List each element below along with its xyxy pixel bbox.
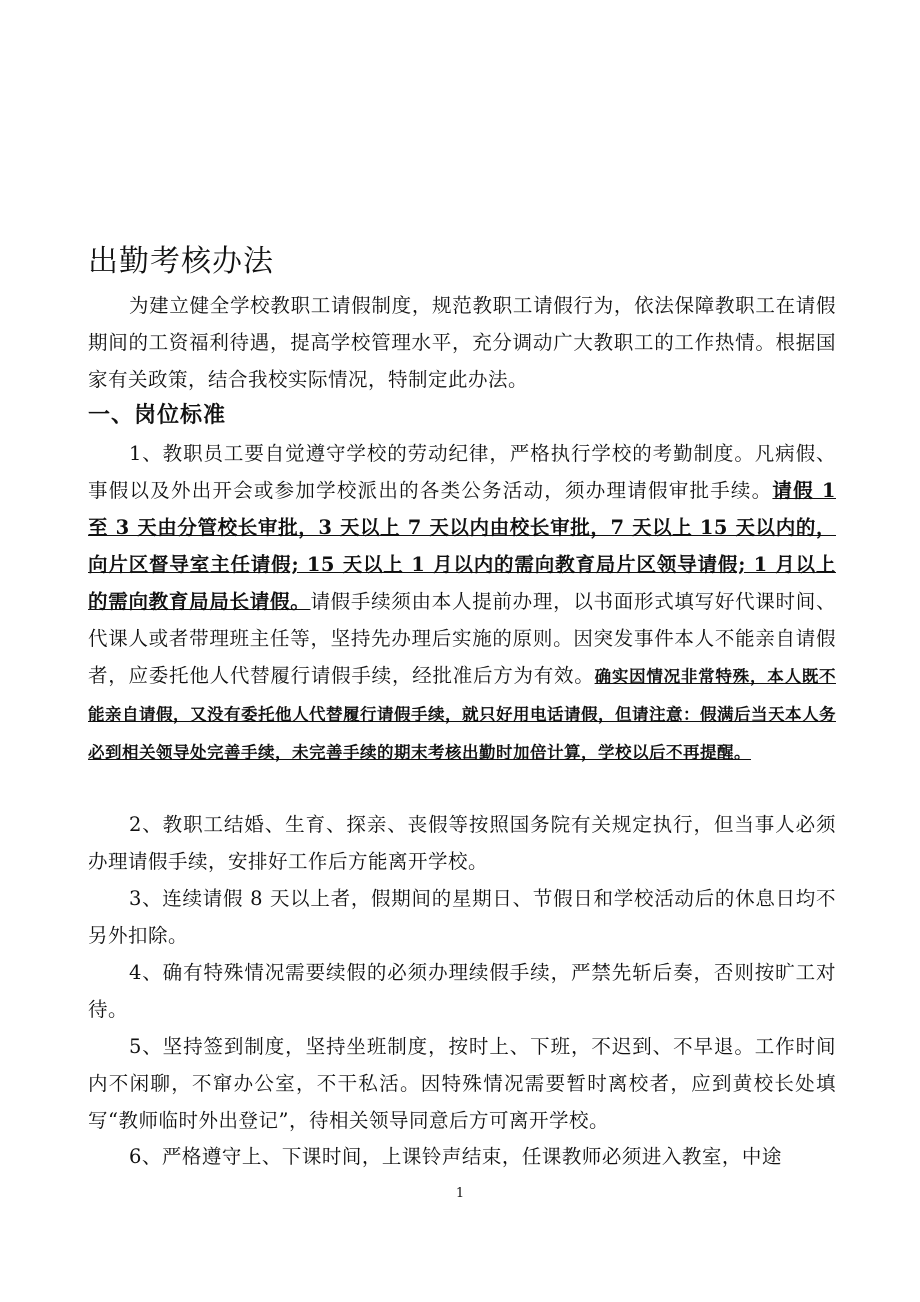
item-4-paragraph: 4、确有特殊情况需要续假的必须办理续假手续，严禁先斩后奏，否则按旷工对待。 [88, 961, 836, 1021]
page-number: 1 [455, 1186, 465, 1201]
item-1-procedure: 请假手续须由本人提前办理，以书面形式填写好代课时间、代课人或者带理班主任等，坚持先办理后实施的原则。因突发事件本人不能亲自请假者，应委托他人代替履行请假手续，经批准后方为有效。 [88, 590, 836, 687]
item-5-paragraph: 5、坚持签到制度，坚持坐班制度，按时上、下班，不迟到、不早退。工作时间内不闲聊，不窜办公室，不干私活。因特殊情况需要暂时离校者，应到黄校长处填写“教师临时外出登记”，待相关领导同意后方可离开学校。 [88, 1035, 836, 1132]
item-1-phone-leave-notice: 确实因情况非常特殊，本人既不能亲自请假，又没有委托他人代替履行请假手续，就只好用电话请假，但请注意：假满后当天本人务必到相关领导处完善手续，未完善手续的期末考核出勤时加倍计算，学校以后不再提醒。 [88, 667, 836, 762]
section-heading: 一、岗位标准 [88, 402, 227, 428]
item-1-paragraph [88, 435, 836, 771]
item-1-approval-rules: 请假 1 至 3 天由分管校长审批，3 天以上 7 天以内由校长审批，7 天以上 15 天以内的，向片区督导室主任请假; 15 天以上 1 月以内的需向教育局片区领导请假; 1 月以上的需向教育局局长请假。 [88, 479, 836, 613]
document-title: 出勤考核办法 [88, 244, 274, 279]
item-3-paragraph: 3、连续请假 8 天以上者，假期间的星期日、节假日和学校活动后的休息日均不另外扣除。 [88, 887, 836, 947]
item-1-lead: 1、教职员工要自觉遵守学校的劳动纪律，严格执行学校的考勤制度。凡病假、事假以及外出开会或参加学校派出的各类公务活动，须办理请假审批手续。 [88, 442, 836, 502]
item-6-paragraph: 6、严格遵守上、下课时间，上课铃声结束，任课教师必须进入教室，中途 [128, 1145, 782, 1168]
item-2-paragraph: 2、教职工结婚、生育、探亲、丧假等按照国务院有关规定执行，但当事人必须办理请假手续，安排好工作后方能离开学校。 [88, 813, 836, 873]
intro-paragraph: 为建立健全学校教职工请假制度，规范教职工请假行为，依法保障教职工在请假期间的工资福利待遇，提高学校管理水平，充分调动广大教职工的工作热情。根据国家有关政策，结合我校实际情况，特制定此办法。 [88, 294, 836, 391]
